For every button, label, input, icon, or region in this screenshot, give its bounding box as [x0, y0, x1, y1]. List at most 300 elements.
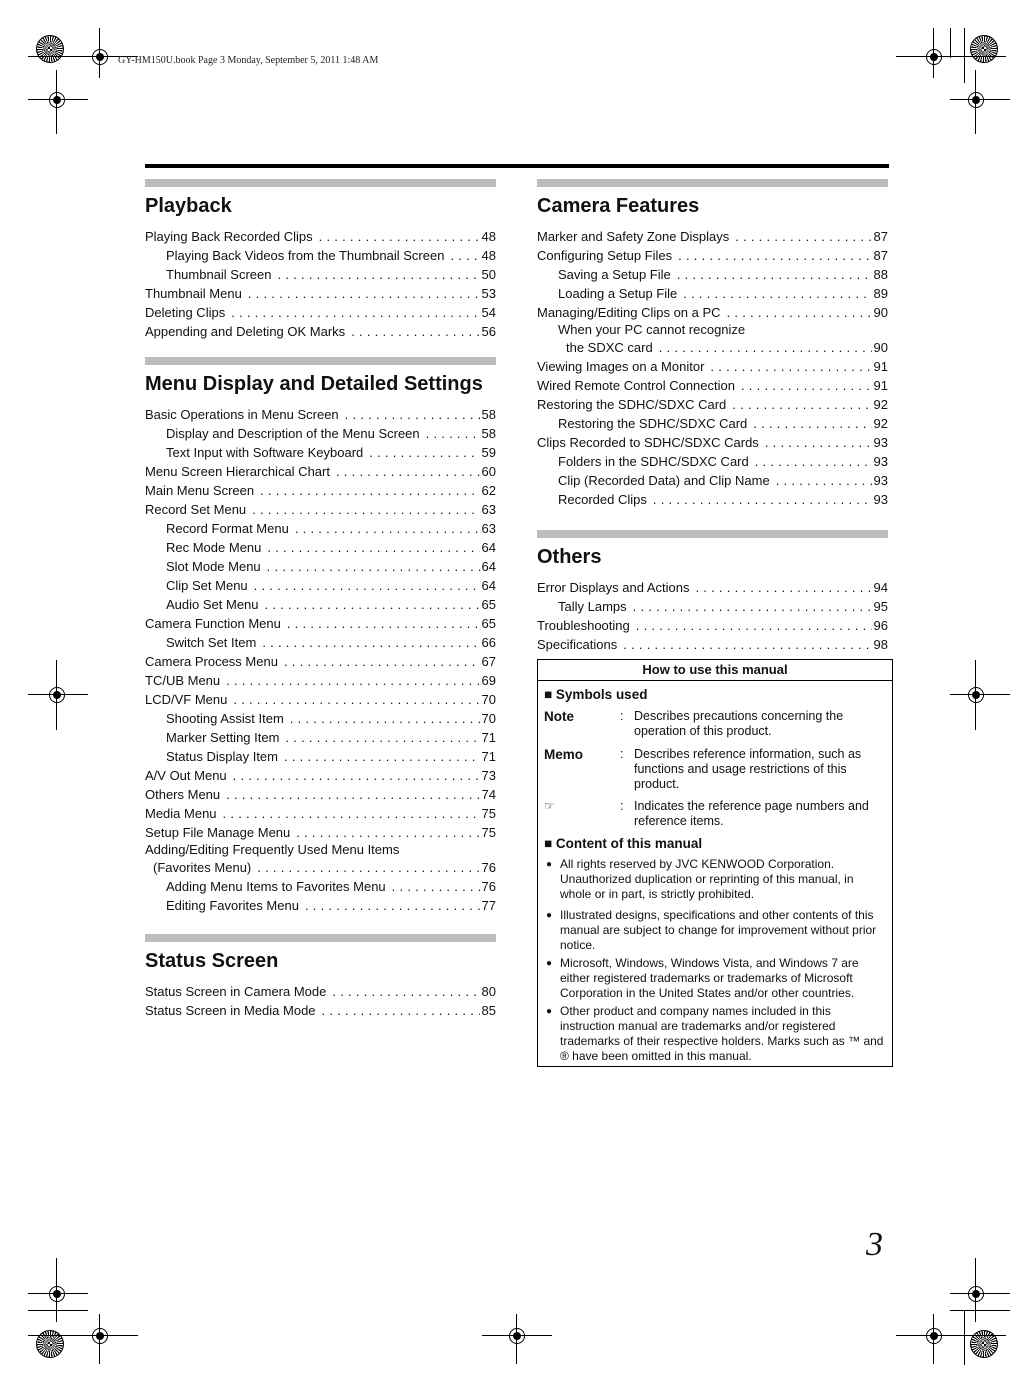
toc-page-number: 64	[481, 540, 496, 555]
toc-entry[interactable]	[145, 462, 496, 481]
toc-subentry[interactable]	[537, 265, 888, 284]
toc-entry-title: Adding/Editing Frequently Used Menu Items	[145, 842, 400, 857]
section-bar	[537, 530, 888, 538]
section-title: Camera Features	[537, 195, 700, 217]
toc-entry-title: Audio Set Menu	[166, 597, 259, 612]
toc-page-number: 66	[481, 635, 496, 650]
toc-page-number: 87	[873, 248, 888, 263]
toc-entry-title: Marker Setting Item	[166, 730, 280, 745]
toc-entry[interactable]	[145, 671, 496, 690]
toc-subentry[interactable]	[537, 414, 888, 433]
leader-dots	[267, 538, 479, 557]
toc-subentry[interactable]	[537, 471, 888, 490]
leader-dots	[741, 376, 872, 395]
toc-entry-title: Camera Process Menu	[145, 654, 278, 669]
toc-subentry[interactable]	[145, 538, 496, 557]
right-column	[537, 179, 888, 654]
toc-page-number: 62	[481, 483, 496, 498]
crop-line	[896, 1335, 1006, 1336]
toc-page-number: 65	[481, 597, 496, 612]
toc-entry-title: Troubleshooting	[537, 618, 630, 633]
pointing-hand-icon: ☞	[544, 799, 555, 813]
leader-dots	[369, 443, 479, 462]
leader-dots	[254, 576, 480, 595]
leader-dots	[284, 652, 480, 671]
toc-subentry[interactable]	[537, 597, 888, 616]
toc-page-number: 59	[481, 445, 496, 460]
leader-dots	[322, 1001, 480, 1020]
crop-line	[964, 1310, 965, 1365]
crosshair-target-icon	[926, 49, 942, 65]
leader-dots	[351, 322, 479, 341]
toc-list	[537, 227, 888, 322]
crop-line	[933, 28, 934, 78]
leader-dots	[623, 635, 871, 654]
leader-dots	[257, 858, 479, 877]
crosshair-target-icon	[49, 687, 65, 703]
toc-entry-title: Camera Function Menu	[145, 616, 281, 631]
toc-entry-title: Deleting Clips	[145, 305, 226, 320]
toc-entry-title: TC/UB Menu	[145, 673, 221, 688]
colon: :	[620, 799, 624, 813]
toc-subentry[interactable]	[145, 424, 496, 443]
crop-line	[482, 1335, 552, 1336]
crosshair-target-icon	[92, 49, 108, 65]
bullet-text: All rights reserved by JVC KENWOOD Corporation. Unauthorized duplication or reprinting of this manual, in whole or in part, is strictly prohibited.	[560, 857, 854, 901]
toc-entry[interactable]	[537, 357, 888, 376]
toc-page-number: 94	[873, 580, 888, 595]
leader-dots	[285, 728, 479, 747]
section-title: Others	[537, 546, 602, 568]
toc-subentry[interactable]	[537, 490, 888, 509]
toc-page-number: 92	[873, 397, 888, 412]
toc-entry-title: Clip Set Menu	[166, 578, 248, 593]
section-status	[145, 934, 496, 1020]
toc-entry-title: Restoring the SDHC/SDXC Card	[537, 397, 727, 412]
toc-entry-title: Loading a Setup File	[558, 286, 678, 301]
crosshair-target-icon	[92, 1328, 108, 1344]
toc-page-number: 60	[481, 464, 496, 479]
square-bullet-icon: ■	[544, 836, 553, 851]
square-bullet-icon: ■	[544, 687, 553, 702]
toc-page-number: 56	[481, 324, 496, 339]
leader-dots	[231, 303, 479, 322]
bullet-item	[538, 1001, 892, 1064]
toc-entry-title: Error Displays and Actions	[537, 580, 690, 595]
crop-line	[56, 660, 57, 730]
toc-subentry[interactable]	[145, 595, 496, 614]
toc-subentry[interactable]	[145, 576, 496, 595]
toc-entry-title: Display and Description of the Menu Screen	[166, 426, 420, 441]
leader-dots	[765, 433, 872, 452]
toc-entry-title: Status Display Item	[166, 749, 278, 764]
leader-dots	[296, 823, 479, 842]
toc-page-number: 90	[873, 340, 888, 355]
toc-entry[interactable]	[145, 823, 496, 842]
toc-entry-title: Editing Favorites Menu	[166, 898, 299, 913]
bullet-dot-icon: ●	[546, 958, 553, 969]
section-title: Playback	[145, 195, 232, 217]
section-bar	[537, 179, 888, 187]
symbol-description: Describes reference information, such as functions and usage restrictions of this product.	[634, 747, 862, 791]
toc-page-number: 63	[481, 521, 496, 536]
toc-list	[537, 578, 888, 654]
toc-entry-title: Restoring the SDHC/SDXC Card	[558, 416, 748, 431]
toc-entry-title: Playing Back Videos from the Thumbnail Screen	[166, 248, 445, 263]
toc-entry-title: Main Menu Screen	[145, 483, 255, 498]
toc-subentry[interactable]	[537, 452, 888, 471]
symbol-key: Memo	[544, 747, 584, 762]
crop-line	[28, 694, 88, 695]
toc-entry-title: Saving a Setup File	[558, 267, 671, 282]
toc-entry[interactable]	[145, 481, 496, 500]
registration-sunburst-top-left	[36, 35, 64, 63]
toc-page-number: 70	[481, 711, 496, 726]
toc-page-number: 54	[481, 305, 496, 320]
toc-page-number: 53	[481, 286, 496, 301]
toc-page-number: 64	[481, 578, 496, 593]
crop-line	[975, 1258, 976, 1322]
toc-list	[537, 357, 888, 509]
crosshair-target-icon	[49, 92, 65, 108]
crosshair-target-icon	[509, 1328, 525, 1344]
toc-entry[interactable]	[145, 766, 496, 785]
content-heading: ■ Content of this manual	[544, 836, 703, 851]
toc-subentry[interactable]	[145, 519, 496, 538]
toc-subentry[interactable]	[145, 443, 496, 462]
crop-line	[950, 1293, 1010, 1294]
leader-dots	[659, 338, 872, 357]
toc-entry[interactable]	[537, 433, 888, 452]
toc-entry-title: Others Menu	[145, 787, 221, 802]
toc-subentry[interactable]	[145, 747, 496, 766]
toc-entry-title: Managing/Editing Clips on a PC	[537, 305, 721, 320]
toc-entry-continued[interactable]	[537, 338, 888, 357]
toc-page-number: 58	[481, 426, 496, 441]
colon: :	[620, 747, 624, 761]
toc-page-number: 73	[481, 768, 496, 783]
leader-dots	[776, 471, 872, 490]
toc-entry[interactable]	[537, 616, 888, 635]
toc-entry-title: Rec Mode Menu	[166, 540, 262, 555]
leader-dots	[636, 616, 872, 635]
leader-dots	[252, 500, 479, 519]
toc-entry[interactable]	[145, 303, 496, 322]
toc-page-number: 93	[873, 454, 888, 469]
leader-dots	[226, 785, 479, 804]
crosshair-target-icon	[49, 1286, 65, 1302]
section-camera-features	[537, 179, 888, 509]
leader-dots	[290, 709, 480, 728]
registration-sunburst-top-right	[970, 35, 998, 63]
toc-entry-title: the SDXC card	[566, 340, 653, 355]
leader-dots	[319, 227, 480, 246]
toc-page-number: 88	[873, 267, 888, 282]
leader-dots	[426, 424, 480, 443]
toc-entry[interactable]	[145, 804, 496, 823]
leader-dots	[735, 227, 871, 246]
toc-page-number: 85	[481, 1003, 496, 1018]
toc-entry[interactable]	[145, 1001, 496, 1020]
crop-line	[950, 1310, 1010, 1311]
toc-list	[145, 982, 496, 1020]
toc-entry-title: LCD/VF Menu	[145, 692, 228, 707]
leader-dots	[450, 246, 479, 265]
toc-entry-title: Thumbnail Screen	[166, 267, 272, 282]
toc-entry-title: When your PC cannot recognize	[558, 322, 746, 337]
toc-page-number: 50	[481, 267, 496, 282]
toc-entry[interactable]	[145, 284, 496, 303]
toc-page-number: 95	[873, 599, 888, 614]
section-playback	[145, 179, 496, 341]
leader-dots	[710, 357, 871, 376]
toc-entry-title: Recorded Clips	[558, 492, 647, 507]
toc-entry[interactable]	[145, 982, 496, 1001]
crop-line	[950, 694, 1010, 695]
toc-subentry[interactable]	[145, 709, 496, 728]
toc-entry-title: Clips Recorded to SDHC/SDXC Cards	[537, 435, 759, 450]
toc-page-number: 89	[873, 286, 888, 301]
symbol-row	[538, 704, 892, 739]
leader-dots	[345, 405, 480, 424]
leader-dots	[677, 265, 872, 284]
leader-dots	[267, 557, 480, 576]
leader-dots	[695, 578, 871, 597]
toc-page-number: 69	[481, 673, 496, 688]
crop-line	[28, 1335, 138, 1336]
symbol-description: Indicates the reference page numbers and reference items.	[634, 799, 869, 828]
toc-page-number: 48	[481, 248, 496, 263]
toc-entry-title: Thumbnail Menu	[145, 286, 242, 301]
toc-entry[interactable]	[537, 635, 888, 654]
toc-entry-title: Appending and Deleting OK Marks	[145, 324, 346, 339]
leader-dots	[683, 284, 871, 303]
leader-dots	[278, 265, 480, 284]
toc-entry-title: Configuring Setup Files	[537, 248, 673, 263]
toc-page-number: 96	[873, 618, 888, 633]
bullet-item	[538, 953, 892, 1001]
top-rule	[145, 164, 889, 168]
toc-page-number: 67	[481, 654, 496, 669]
how-to-use-box	[537, 659, 893, 1067]
toc-entry[interactable]	[145, 785, 496, 804]
crosshair-target-icon	[968, 687, 984, 703]
crop-line	[975, 70, 976, 134]
toc-entry-title: Switch Set Item	[166, 635, 257, 650]
crop-line	[99, 28, 100, 78]
leader-dots	[732, 395, 871, 414]
toc-entry-title: Menu Screen Hierarchical Chart	[145, 464, 330, 479]
toc-page-number: 71	[481, 749, 496, 764]
toc-entry[interactable]	[145, 652, 496, 671]
box-title: How to use this manual	[538, 660, 892, 681]
crosshair-target-icon	[968, 92, 984, 108]
leader-dots	[226, 671, 479, 690]
crop-line	[28, 99, 88, 100]
toc-subentry[interactable]	[145, 877, 496, 896]
leader-dots	[284, 747, 480, 766]
toc-subentry[interactable]	[145, 896, 496, 915]
page-number: 3	[866, 1226, 883, 1263]
leader-dots	[727, 303, 872, 322]
toc-entry[interactable]	[537, 246, 888, 265]
toc-entry-title: Setup File Manage Menu	[145, 825, 291, 840]
section-others	[537, 530, 888, 654]
toc-entry-title: Viewing Images on a Monitor	[537, 359, 705, 374]
toc-page-number: 93	[873, 473, 888, 488]
toc-page-number: 91	[873, 378, 888, 393]
toc-entry-title: Marker and Safety Zone Displays	[537, 229, 730, 244]
toc-page-number: 93	[873, 435, 888, 450]
toc-page-number: 48	[481, 229, 496, 244]
toc-entry-title: (Favorites Menu)	[153, 860, 252, 875]
section-bar	[145, 357, 496, 365]
symbols-list	[538, 704, 892, 829]
leader-dots	[262, 633, 479, 652]
crop-line	[28, 1310, 88, 1311]
bullet-dot-icon: ●	[546, 1006, 553, 1017]
toc-entry[interactable]	[145, 500, 496, 519]
toc-entry[interactable]	[537, 227, 888, 246]
toc-page-number: 64	[481, 559, 496, 574]
toc-entry-title: Clip (Recorded Data) and Clip Name	[558, 473, 770, 488]
toc-entry[interactable]	[537, 376, 888, 395]
toc-entry-title: Wired Remote Control Connection	[537, 378, 735, 393]
toc-entry[interactable]	[145, 690, 496, 709]
section-bar	[145, 179, 496, 187]
toc-page-number: 71	[481, 730, 496, 745]
colon: :	[620, 709, 624, 723]
left-column	[145, 179, 496, 1020]
toc-entry[interactable]	[537, 395, 888, 414]
toc-page-number: 87	[873, 229, 888, 244]
bullet-text: Microsoft, Windows, Windows Vista, and Windows 7 are either registered trademarks or trademarks of Microsoft Corporation in the United States and/or other countries.	[560, 956, 859, 1000]
toc-entry-title: Status Screen in Camera Mode	[145, 984, 327, 999]
toc-entry-title: Media Menu	[145, 806, 217, 821]
leader-dots	[265, 595, 480, 614]
toc-page-number: 93	[873, 492, 888, 507]
toc-page-number: 77	[481, 898, 496, 913]
toc-page-number: 92	[873, 416, 888, 431]
toc-subentry[interactable]	[145, 633, 496, 652]
toc-page-number: 75	[481, 825, 496, 840]
bullet-item	[538, 853, 892, 902]
toc-page-number: 91	[873, 359, 888, 374]
bullet-item	[538, 902, 892, 953]
toc-page-number: 74	[481, 787, 496, 802]
toc-entry-title: Status Screen in Media Mode	[145, 1003, 316, 1018]
leader-dots	[305, 896, 480, 915]
toc-entry[interactable]	[145, 322, 496, 341]
toc-entry-continued[interactable]	[145, 858, 496, 877]
crop-line	[99, 1314, 100, 1364]
section-title: Menu Display and Detailed Settings	[145, 373, 483, 395]
toc-subentry[interactable]	[537, 284, 888, 303]
leader-dots	[223, 804, 480, 823]
leader-dots	[248, 284, 480, 303]
leader-dots	[392, 877, 480, 896]
leader-dots	[633, 597, 872, 616]
symbols-heading: ■ Symbols used	[544, 687, 648, 702]
toc-page-number: 65	[481, 616, 496, 631]
crop-line	[56, 70, 57, 134]
bullet-dot-icon: ●	[546, 859, 553, 870]
leader-dots	[753, 414, 871, 433]
toc-subentry[interactable]	[145, 728, 496, 747]
toc-list	[145, 877, 496, 915]
toc-entry-title: Adding Menu Items to Favorites Menu	[166, 879, 386, 894]
toc-subentry[interactable]	[145, 246, 496, 265]
toc-entry-title: Folders in the SDHC/SDXC Card	[558, 454, 749, 469]
toc-list	[145, 227, 496, 341]
toc-entry[interactable]	[145, 227, 496, 246]
file-header-note: GY-HM150U.book Page 3 Monday, September 5, 2011 1:48 AM	[118, 55, 379, 66]
crop-line	[56, 1258, 57, 1322]
toc-entry-title: Playing Back Recorded Clips	[145, 229, 313, 244]
symbol-row	[538, 739, 892, 792]
toc-entry-title: Shooting Assist Item	[166, 711, 284, 726]
toc-subentry[interactable]	[145, 265, 496, 284]
symbol-key: Note	[544, 709, 574, 724]
leader-dots	[336, 462, 480, 481]
leader-dots	[653, 490, 872, 509]
crop-line	[516, 1314, 517, 1364]
crop-line	[933, 1314, 934, 1364]
section-title: Status Screen	[145, 950, 279, 972]
crop-line	[896, 56, 1006, 57]
toc-entry-title: Record Set Menu	[145, 502, 247, 517]
toc-entry-title: Tally Lamps	[558, 599, 627, 614]
symbol-description: Describes precautions concerning the operation of this product.	[634, 709, 844, 738]
toc-list	[145, 405, 496, 842]
crop-line	[950, 28, 951, 58]
toc-entry[interactable]	[145, 842, 496, 858]
leader-dots	[755, 452, 872, 471]
leader-dots	[233, 690, 479, 709]
toc-entry[interactable]	[145, 405, 496, 424]
leader-dots	[287, 614, 480, 633]
toc-page-number: 80	[481, 984, 496, 999]
crop-line	[28, 1293, 88, 1294]
toc-page-number: 75	[481, 806, 496, 821]
content-bullets	[538, 853, 892, 1064]
crosshair-target-icon	[926, 1328, 942, 1344]
section-bar	[145, 934, 496, 942]
toc-entry-title: A/V Out Menu	[145, 768, 227, 783]
crop-line	[975, 660, 976, 730]
toc-entry[interactable]	[537, 322, 888, 338]
crosshair-target-icon	[968, 1286, 984, 1302]
toc-entry[interactable]	[537, 303, 888, 322]
bullet-text: Other product and company names included in this instruction manual are trademarks and/or registered trademarks of their respective holders. Marks such as ™ and ® have been omitted in this manual.	[560, 1004, 884, 1063]
toc-entry-title: Specifications	[537, 637, 618, 652]
leader-dots	[332, 982, 479, 1001]
toc-entry-title: Record Format Menu	[166, 521, 289, 536]
toc-page-number: 58	[481, 407, 496, 422]
toc-entry[interactable]	[145, 614, 496, 633]
toc-entry[interactable]	[537, 578, 888, 597]
leader-dots	[260, 481, 479, 500]
toc-page-number: 76	[481, 879, 496, 894]
leader-dots	[678, 246, 871, 265]
toc-subentry[interactable]	[145, 557, 496, 576]
crop-line	[964, 28, 965, 83]
leader-dots	[295, 519, 480, 538]
bullet-text: Illustrated designs, specifications and other contents of this manual are subject to change for improvement without prior notice.	[560, 908, 877, 952]
toc-page-number: 98	[873, 637, 888, 652]
section-menu	[145, 357, 496, 915]
toc-page-number: 63	[481, 502, 496, 517]
